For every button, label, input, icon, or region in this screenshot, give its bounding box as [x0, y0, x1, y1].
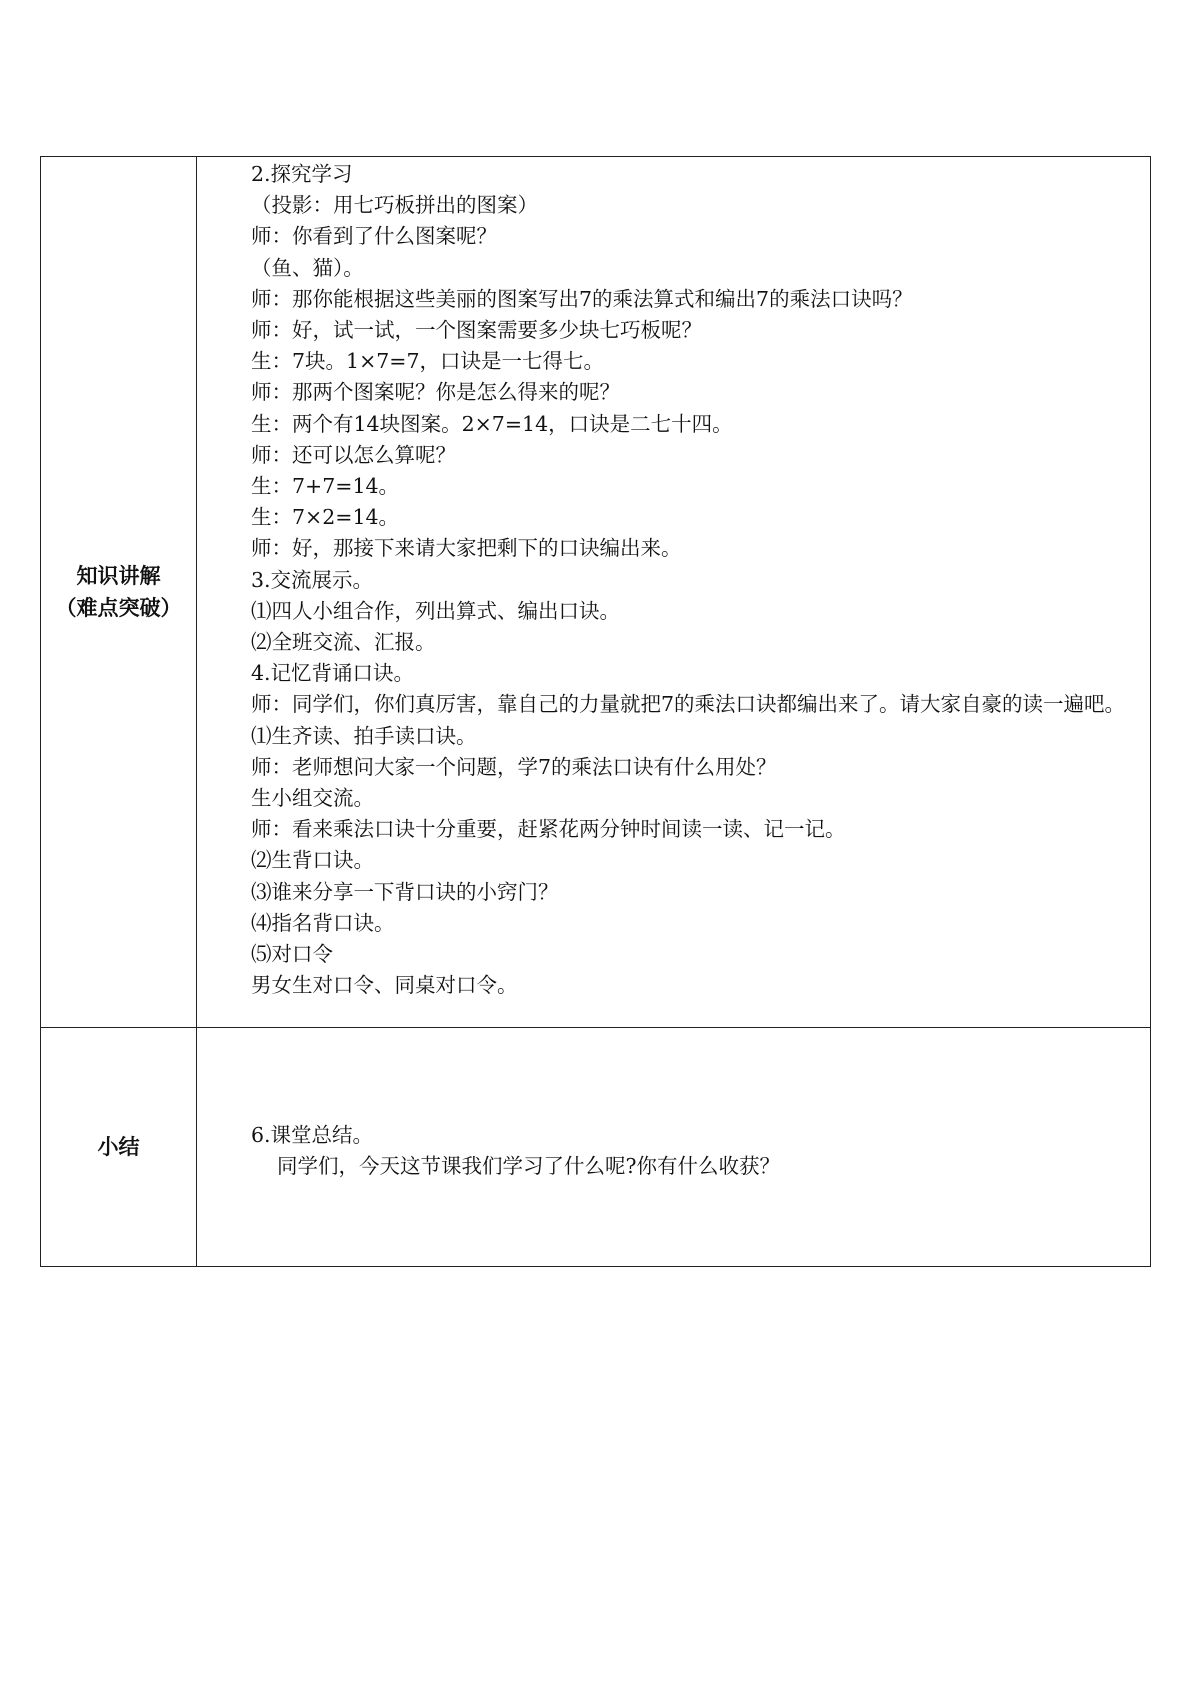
content-line: ⑴生齐读、拍手读口诀。	[251, 723, 477, 748]
row-label-cell	[41, 157, 197, 1028]
content-line: 师：那两个图案呢？你是怎么得来的呢？	[251, 380, 620, 405]
content-line: 2.探究学习	[251, 162, 353, 186]
row-label: 小结	[97, 1135, 140, 1159]
content-line: ⑷指名背口诀。	[251, 910, 395, 935]
content-line: （鱼、猫）。	[251, 255, 364, 280]
content-line: 师：同学们，你们真厉害，靠自己的力量就把7的乘法口诀都编出来了。请大家自豪的读一遍吧。	[251, 692, 1126, 717]
row-content	[197, 157, 1150, 1001]
content-line: 6.课堂总结。	[251, 1123, 374, 1147]
content-line: ⑴四人小组合作，列出算式、编出口诀。	[251, 598, 620, 623]
content-line: 4.记忆背诵口诀。	[251, 661, 415, 686]
content-line: 师：好，试一试，一个图案需要多少块七巧板呢？	[251, 318, 702, 343]
content-line: 师：好，那接下来请大家把剩下的口诀编出来。	[251, 536, 682, 561]
content-line: 师：你看到了什么图案呢？	[251, 224, 497, 249]
content-line: （投影：用七巧板拼出的图案）	[251, 193, 538, 218]
content-line: 同学们，今天这节课我们学习了什么呢?你有什么收获？	[277, 1154, 780, 1179]
content-line: 生：7+7=14。	[251, 474, 400, 499]
content-line: ⑸对口令	[251, 942, 333, 967]
row-content-cell	[197, 1028, 1151, 1267]
content-line: 生：7×2=14。	[251, 505, 400, 530]
content-line: ⑵全班交流、汇报。	[251, 630, 436, 655]
row-label-cell	[41, 1028, 197, 1267]
lesson-plan-table	[40, 156, 1151, 1267]
content-line: 生小组交流。	[251, 786, 374, 811]
content-line: 师：看来乘法口诀十分重要，赶紧花两分钟时间读一读、记一记。	[251, 817, 846, 842]
table-row	[41, 157, 1151, 1028]
content-line: 3.交流展示。	[251, 567, 374, 592]
content-line: 师：还可以怎么算呢？	[251, 442, 456, 467]
row-label: 知识讲解	[76, 564, 161, 588]
content-line: 生：7块。1×7=7，口诀是一七得七。	[251, 349, 605, 374]
content-line: ⑶谁来分享一下背口诀的小窍门？	[251, 879, 559, 904]
row-content-cell	[197, 157, 1151, 1028]
content-line: 生：两个有14块图案。2×7=14，口诀是二七十四。	[251, 411, 733, 436]
content-line: 男女生对口令、同桌对口令。	[251, 973, 518, 998]
content-line: 师：老师想问大家一个问题，学7的乘法口诀有什么用处？	[251, 754, 777, 779]
row-content	[197, 1028, 1150, 1182]
row-label-sub: （难点突破）	[55, 596, 182, 620]
table-row	[41, 1028, 1151, 1267]
content-line: ⑵生背口诀。	[251, 848, 374, 873]
content-line: 师：那你能根据这些美丽的图案写出7的乘法算式和编出7的乘法口诀吗？	[251, 286, 913, 311]
